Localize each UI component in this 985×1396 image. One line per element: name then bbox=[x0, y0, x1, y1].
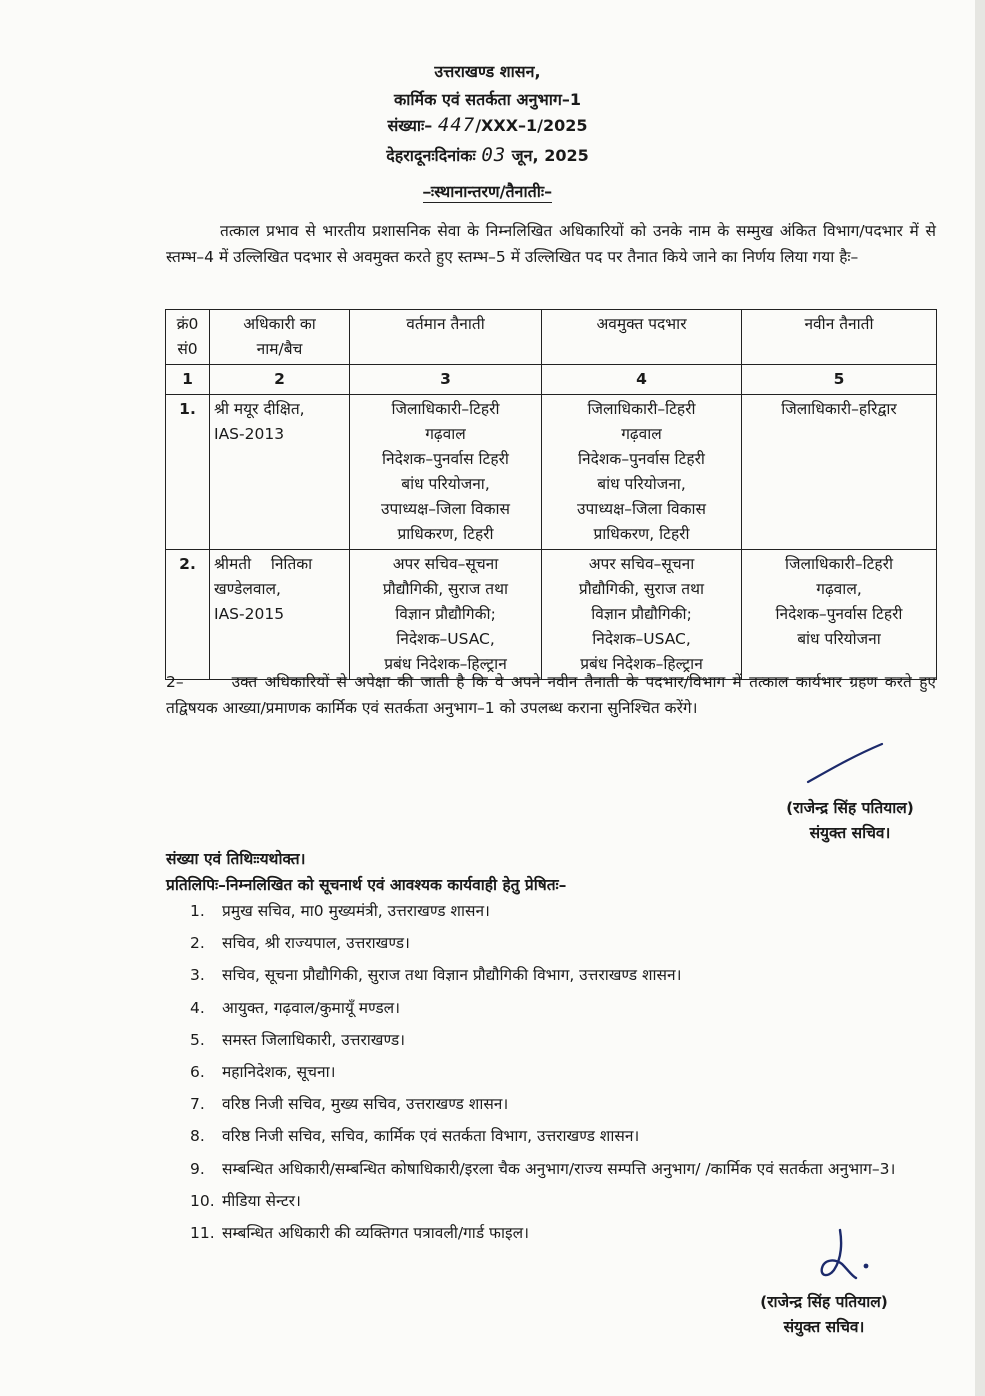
govt-name: उत्तराखण्ड शासन, bbox=[434, 62, 541, 81]
page-edge bbox=[975, 0, 985, 1396]
list-item: 4. आयुक्त, गढ़वाल/कुमायूँ मण्डल। bbox=[190, 998, 401, 1017]
subject bbox=[0, 180, 975, 202]
new-posting: जिलाधिकारी–हरिद्वार bbox=[742, 395, 937, 550]
table-row bbox=[166, 550, 937, 680]
date-handwritten: 03 bbox=[481, 144, 507, 166]
number-handwritten: 447 bbox=[437, 114, 476, 136]
subject-text: –ःस्थानान्तरण/तैनातीः– bbox=[422, 182, 553, 201]
col-number: 4 bbox=[542, 365, 742, 395]
intro-paragraph: तत्काल प्रभाव से भारतीय प्रशासनिक सेवा के निम्नलिखित अधिकारियों को उनके नाम के सम्मुख अंकित विभाग/पदभार में से स्तम्भ–4 में उल्लिखित पदभार से अवमुक्त करते हुए स्तम्भ–5 में उल्लिखित पद पर तैनात किये जाने का निर्णय लिया गया हैः– bbox=[166, 222, 936, 266]
list-item: 9. सम्बन्धित अधिकारी/सम्बन्धित कोषाधिकारी/इरला चैक अनुभाग/राज्य सम्पत्ति अनुभाग/ /कार्मिक एवं सतर्कता अनुभाग–3। bbox=[190, 1159, 896, 1178]
current-posting: जिलाधिकारी–टिहरी गढ़वाल निदेशक–पुनर्वास टिहरी बांध परियोजना, उपाध्यक्ष–जिला विकास प्राधिकरण, टिहरी bbox=[350, 395, 542, 550]
header-current-posting: वर्तमान तैनाती bbox=[350, 310, 542, 365]
letter-date bbox=[0, 144, 975, 166]
transfer-table bbox=[165, 309, 937, 680]
header-officer: अधिकारी का नाम/बैच bbox=[210, 310, 350, 365]
officer-name: श्रीमती नितिका खण्डेलवाल, IAS-2015 bbox=[210, 550, 350, 680]
paragraph-2-text: उक्त अधिकारियों से अपेक्षा की जाती है कि वे अपने नवीन तैनाती के पदभार/विभाग में तत्काल कार्यभार ग्रहण करते हुए तद्विषयक आख्या/प्रमाणक कार्मिक एवं सतर्कता अनुभाग–1 को उपलब्ध कराना सुनिश्चित करेंगे। bbox=[166, 673, 936, 717]
header-new-posting: नवीन तैनाती bbox=[742, 310, 937, 365]
date-prefix: देहरादूनःदिनांकः bbox=[386, 146, 476, 165]
number-date-ref: संख्या एवं तिथिःःयथोक्त। bbox=[166, 850, 306, 868]
row-sn: 2. bbox=[166, 550, 210, 680]
number-prefix: संख्याः– bbox=[387, 116, 433, 135]
list-item: 10. मीडिया सेन्टर। bbox=[190, 1191, 301, 1210]
signatory-name: (राजेन्द्र सिंह पतियाल) bbox=[760, 1293, 888, 1311]
relieved-charge: अपर सचिव–सूचना प्रौद्यौगिकी, सुराज तथा विज्ञान प्रौद्यौगिकी; निदेशक–USAC, प्रबंध निदेशक–हिल्ट्रान bbox=[542, 550, 742, 680]
department-name: कार्मिक एवं सतर्कता अनुभाग–1 bbox=[393, 90, 581, 109]
column-number-row bbox=[166, 365, 937, 395]
letter-number bbox=[0, 114, 975, 136]
list-item: 7. वरिष्ठ निजी सचिव, मुख्य सचिव, उत्तराखण्ड शासन। bbox=[190, 1095, 509, 1114]
officer-name: श्री मयूर दीक्षित, IAS-2013 bbox=[210, 395, 350, 550]
list-item: 3. सचिव, सूचना प्रौद्यौगिकी, सुराज तथा विज्ञान प्रौद्यौगिकी विभाग, उत्तराखण्ड शासन। bbox=[190, 966, 682, 985]
table-header-row bbox=[166, 310, 937, 365]
col-number: 5 bbox=[742, 365, 937, 395]
list-item: 8. वरिष्ठ निजी सचिव, सचिव, कार्मिक एवं सतर्कता विभाग, उत्तराखण्ड शासन। bbox=[190, 1127, 640, 1146]
paragraph-2-number: 2– bbox=[166, 673, 184, 691]
copy-header bbox=[166, 846, 566, 898]
col-number: 3 bbox=[350, 365, 542, 395]
list-item: 1. प्रमुख सचिव, मा0 मुख्यमंत्री, उत्तराखण्ड शासन। bbox=[190, 902, 490, 920]
header-relieved-charge: अवमुक्त पदभार bbox=[542, 310, 742, 365]
table-row bbox=[166, 395, 937, 550]
paragraph-2 bbox=[166, 669, 936, 721]
signatory-block-copy bbox=[734, 1290, 914, 1340]
relieved-charge: जिलाधिकारी–टिहरी गढ़वाल निदेशक–पुनर्वास टिहरी बांध परियोजना, उपाध्यक्ष–जिला विकास प्राधिकरण, टिहरी bbox=[542, 395, 742, 550]
signatory-block bbox=[760, 796, 940, 846]
list-item: 2. सचिव, श्री राज्यपाल, उत्तराखण्ड। bbox=[190, 934, 410, 953]
list-item: 5. समस्त जिलाधिकारी, उत्तराखण्ड। bbox=[190, 1030, 406, 1049]
signature-stroke-icon bbox=[806, 742, 886, 786]
signature-initials-icon bbox=[812, 1228, 882, 1288]
signatory-designation: संयुक्त सचिव। bbox=[783, 1318, 865, 1336]
col-number: 2 bbox=[210, 365, 350, 395]
number-suffix: /XXX–1/2025 bbox=[475, 116, 588, 135]
current-posting: अपर सचिव–सूचना प्रौद्यौगिकी, सुराज तथा विज्ञान प्रौद्यौगिकी; निदेशक–USAC, प्रबंध निदेशक–हिल्ट्रान bbox=[350, 550, 542, 680]
list-item: 6. महानिदेशक, सूचना। bbox=[190, 1062, 336, 1081]
copy-to-line: प्रतिलिपिः–निम्नलिखित को सूचनार्थ एवं आवश्यक कार्यवाही हेतु प्रेषितः– bbox=[166, 876, 567, 894]
new-posting: जिलाधिकारी–टिहरी गढ़वाल, निदेशक–पुनर्वास टिहरी बांध परियोजना bbox=[742, 550, 937, 680]
signatory-name: (राजेन्द्र सिंह पतियाल) bbox=[786, 799, 914, 817]
date-suffix: जून, 2025 bbox=[511, 146, 589, 165]
list-item: 11. सम्बन्धित अधिकारी की व्यक्तिगत पत्रावली/गार्ड फाइल। bbox=[190, 1223, 529, 1242]
header-sn: क्रं0 सं0 bbox=[166, 310, 210, 365]
copy-recipient-list bbox=[190, 898, 936, 1252]
row-sn: 1. bbox=[166, 395, 210, 550]
signatory-designation: संयुक्त सचिव। bbox=[809, 824, 891, 842]
col-number: 1 bbox=[166, 365, 210, 395]
